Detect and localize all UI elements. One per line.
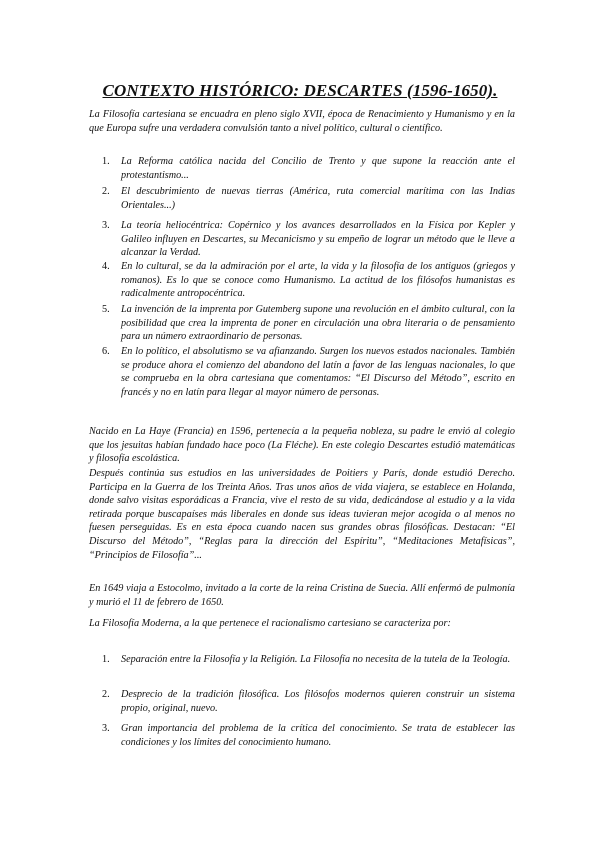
- modern-philosophy-intro: La Filosofía Moderna, a la que pertenece el racionalismo cartesiano se caracteriza por:: [89, 618, 451, 629]
- list-item-text: En lo político, el absolutismo se va afianzando. Surgen los nuevos estados nacionales. También se produce ahora el comienzo del abandono del latín a favor de las lenguas nacionales, lo que se comprueba en la obra cartesiana que comentamos: “El Discurso del Método”, escrito en francés y no en latín para llegar al mayor número de personas.: [121, 346, 515, 398]
- page-title: CONTEXTO HISTÓRICO: DESCARTES (1596-1650).: [102, 81, 498, 100]
- list-item-number: 3.: [102, 723, 110, 734]
- list-item-number: 1.: [102, 654, 110, 665]
- list-item-number: 1.: [102, 156, 110, 167]
- biography-paragraph-2: Después continúa sus estudios en las universidades de Poitiers y París, donde estudió Derecho. Participa en la Guerra de los Treinta Años. Tras unos años de vida viajera, se establece en Holanda, donde salvo visitas esporádicas a Francia, vive el resto de su vida, dedicándose al estudio y a la vida retirada porque buscapaíses más liberales en donde sus ideas tuvieran mejor acogida o al menos no fuesen perseguidas. Es en esta época cuando nacen sus grandes obras filosóficas. Destacan: “El Discurso del Método”, “Reglas para la dirección del Espíritu”, “Meditaciones Metafísicas”, “Principios de Filosofía”...: [89, 468, 515, 561]
- list-item-text: En lo cultural, se da la admiración por el arte, la vida y la filosofía de los antiguos (griegos y romanos). Es lo que se conoce como Humanismo. La actitud de los filósofos humanistas es radicalmente antropocéntrica.: [121, 261, 515, 300]
- list-item-number: 3.: [102, 220, 110, 231]
- list-item-text: La Reforma católica nacida del Concilio de Trento y que supone la reacción ante el protestantismo...: [121, 156, 515, 181]
- list-item-text: Gran importancia del problema de la crítica del conocimiento. Se trata de establecer las condiciones y los límites del conocimiento humano.: [121, 723, 515, 748]
- list-item-text: Separación entre la Filosofía y la Religión. La Filosofía no necesita de la tutela de la Teología.: [121, 654, 511, 665]
- list-item-text: El descubrimiento de nuevas tierras (América, ruta comercial marítima con las Indias Orientales...): [121, 186, 515, 211]
- list-item-number: 5.: [102, 304, 110, 315]
- death-paragraph: En 1649 viaja a Estocolmo, invitado a la corte de la reina Cristina de Suecia. Allí enfermó de pulmonía y murió el 11 de febrero de 1650.: [89, 583, 515, 608]
- list-item-text: La invención de la imprenta por Gutemberg supone una revolución en el ámbito cultural, con la posibilidad que crea la imprenta de poner en circulación una obra literaria o de pensamiento para un número extraordinario de personas.: [121, 304, 515, 343]
- list-item-number: 2.: [102, 689, 110, 700]
- intro-paragraph: La Filosofía cartesiana se encuadra en pleno siglo XVII, época de Renacimiento y Humanismo y en la que Europa sufre una verdadera convulsión tanto a nivel político, cultural o científico.: [89, 109, 515, 134]
- biography-paragraph: Nacido en La Haye (Francia) en 1596, pertenecía a la pequeña nobleza, su padre le envió al colegio que los jesuitas habían fundado hace poco (La Fléche). En este colegio Descartes estudió matemáticas y filosofía escolástica.: [89, 426, 515, 465]
- list-item-text: La teoría heliocéntrica: Copérnico y los avances desarrollados en la Física por Kepler y Galileo influyen en Descartes, su Mecanicismo y su empeño de lograr un método que le lleve a alcanzar la Verdad.: [121, 220, 515, 259]
- list-item-number: 2.: [102, 186, 110, 197]
- list-item-text: Desprecio de la tradición filosófica. Los filósofos modernos quieren construir un sistema propio, original, nuevo.: [121, 689, 515, 714]
- list-item-number: 4.: [102, 261, 110, 272]
- list-item-number: 6.: [102, 346, 110, 357]
